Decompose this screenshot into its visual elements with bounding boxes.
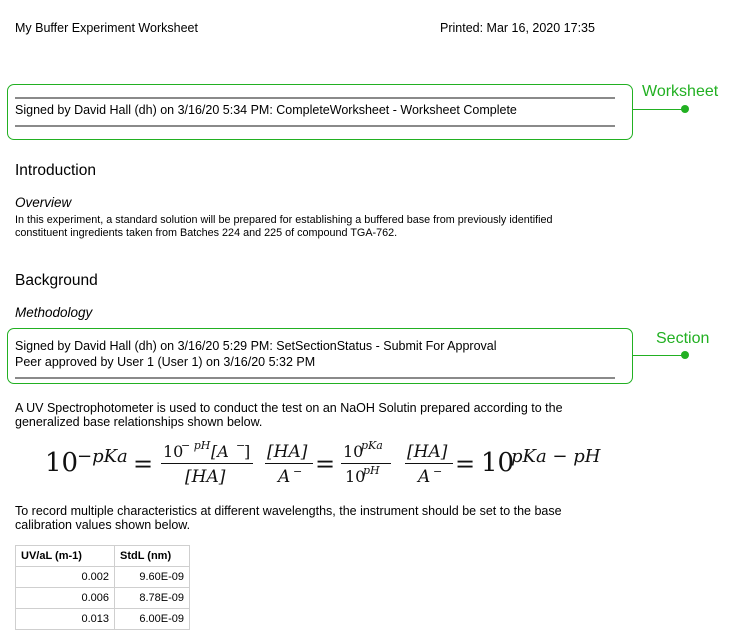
worksheet-callout-label: Worksheet — [642, 83, 719, 100]
fraction1-denominator: [HA] — [185, 467, 226, 487]
fraction1-numerator-sup: − — [236, 439, 246, 452]
table-cell: 6.00E-09 — [115, 609, 190, 630]
fraction3-denominator-exponent: pH — [363, 464, 380, 477]
equals-sign: = — [315, 450, 336, 478]
worksheet-signature-text: Signed by David Hall (dh) on 3/16/20 5:34 PM: CompleteWorksheet - Worksheet Complete — [15, 103, 517, 117]
equals-sign: = — [455, 450, 476, 478]
worksheet-callout-dot — [681, 105, 689, 113]
section-signature-rule — [15, 377, 615, 379]
column-header: UV/aL (m-1) — [16, 546, 115, 567]
fraction1-bar — [161, 463, 253, 464]
section-approval-line: Peer approved by User 1 (User 1) on 3/16/20 5:32 PM — [15, 355, 316, 369]
overview-line: In this experiment, a standard solution will be prepared for establishing a buffered base from previously identified — [15, 214, 553, 226]
fraction1-numerator-close: ] — [244, 442, 251, 461]
rhs-base: 10 — [481, 448, 515, 478]
printed-timestamp: Printed: Mar 16, 2020 17:35 — [440, 21, 595, 35]
methodology-heading: Methodology — [15, 305, 93, 320]
fraction2-bar — [265, 463, 313, 464]
buffer-equation — [45, 438, 605, 494]
calibration-line: calibration values shown below. — [15, 518, 191, 532]
overview-line: constituent ingredients taken from Batches 224 and 225 of compound TGA-762. — [15, 226, 398, 239]
calibration-line: To record multiple characteristics at different wavelengths, the instrument should be set to the base — [15, 504, 562, 518]
equals-sign: = — [133, 450, 154, 478]
introduction-heading: Introduction — [15, 162, 96, 179]
fraction4-denominator-sup: − — [433, 465, 443, 478]
table-cell: 9.60E-09 — [115, 567, 190, 588]
column-header: StdL (nm) — [115, 546, 190, 567]
section-callout-label: Section — [656, 330, 710, 347]
section-signature-line: Signed by David Hall (dh) on 3/16/20 5:29 PM: SetSectionStatus - Submit For Approval — [15, 339, 497, 353]
fraction4-bar — [405, 463, 453, 464]
method-paragraph — [15, 401, 635, 429]
overview-paragraph — [15, 214, 615, 239]
fraction2-numerator: [HA] — [267, 442, 308, 462]
fraction2-denominator-sup: − — [293, 465, 303, 478]
fraction4-numerator: [HA] — [407, 442, 448, 462]
background-heading: Background — [15, 272, 98, 289]
rhs-exponent: pKa − pH — [511, 446, 601, 467]
calibration-table — [15, 545, 190, 630]
table-header-row — [16, 546, 190, 567]
fraction1-numerator-base: 10 — [163, 442, 184, 461]
fraction1-numerator-exponent: − pH — [181, 439, 211, 452]
equation-term-base: 10 — [45, 448, 79, 478]
method-line: A UV Spectrophotometer is used to conduct the test on an NaOH Solutin prepared according to the — [15, 401, 563, 415]
overview-heading: Overview — [15, 195, 72, 210]
signature-rule-bottom — [15, 125, 615, 127]
section-callout-leader — [633, 355, 685, 356]
method-line: generalized base relationships shown below. — [15, 415, 263, 429]
fraction2-denominator: A — [278, 467, 291, 487]
table-cell: 8.78E-09 — [115, 588, 190, 609]
equation-term-exponent: −pKa — [77, 446, 128, 467]
fraction3-numerator-exponent: pKa — [361, 439, 383, 452]
table-row — [16, 588, 190, 609]
fraction3-numerator-base: 10 — [343, 442, 364, 461]
signature-rule-top — [15, 97, 615, 99]
calibration-table-wrapper — [15, 545, 190, 630]
fraction1-numerator-rest: [A — [211, 442, 229, 461]
section-callout-dot — [681, 351, 689, 359]
document-title: My Buffer Experiment Worksheet — [15, 21, 198, 35]
fraction4-denominator: A — [418, 467, 431, 487]
table-row — [16, 609, 190, 630]
table-cell: 0.006 — [16, 588, 115, 609]
table-cell: 0.002 — [16, 567, 115, 588]
table-cell: 0.013 — [16, 609, 115, 630]
worksheet-callout-leader — [633, 109, 685, 110]
table-row — [16, 567, 190, 588]
fraction3-denominator-base: 10 — [345, 467, 366, 486]
calibration-paragraph — [15, 504, 635, 532]
